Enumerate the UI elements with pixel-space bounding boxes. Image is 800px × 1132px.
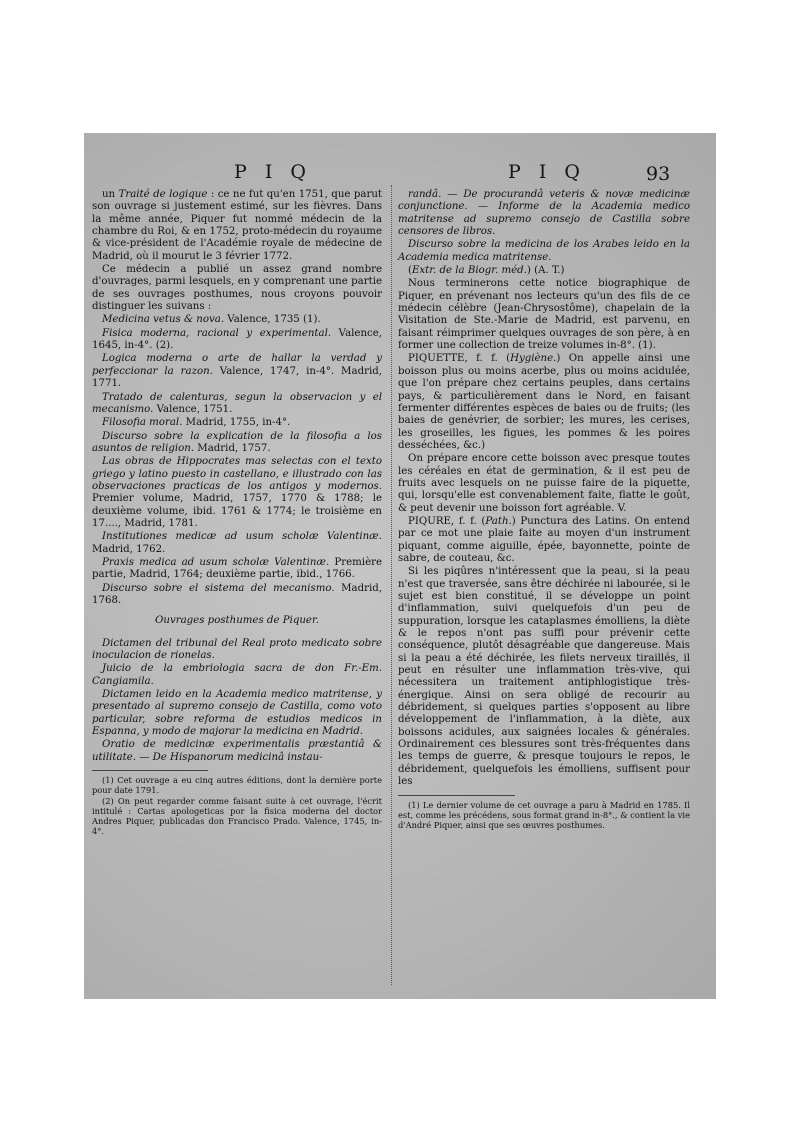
footnote-rule [92, 770, 208, 771]
paragraph [92, 189, 382, 263]
left-footnotes [92, 775, 382, 836]
paragraph [398, 189, 690, 238]
paragraph-post: Première partie, Madrid, 1764; deuxième partie, ibid., 1766. [92, 556, 382, 581]
paragraph [398, 566, 690, 788]
paragraph-post: Madrid, 1768. [92, 582, 382, 606]
paragraph-post: Madrid, 1755, in-4°. [182, 417, 291, 429]
paragraph-ital: Medicina vetus & nova. [102, 314, 225, 326]
paragraph [398, 239, 690, 264]
paragraph-ital: Discurso sobre la medicina de los Arabes leido en la Academia medica matritense. [398, 239, 690, 263]
left-column [92, 189, 382, 837]
paragraph [398, 278, 690, 352]
paragraph-post: Valence, 1751. [153, 403, 233, 415]
paragraph-pre: Ce médecin a publié un assez grand nombre d'ouvrages, parmi lesquels, en y comprenant une partie de ses ouvrages posthumes, nous croyons pouvoir distinguer les suivans : [92, 264, 382, 313]
paragraph-ital: Logica moderna o arte de hallar la verdad y perfeccionar la razon. [92, 353, 382, 377]
right-paragraphs [398, 189, 690, 789]
paragraph [92, 392, 382, 417]
paragraph [398, 453, 690, 515]
paragraph-post: Valence, 1735 (1). [224, 314, 321, 326]
paragraph-pre: On prépare encore cette boisson avec presque toutes les céréales en état de germination, & il est peu de fruits avec lesquels on ne puisse faire de la piquette, qui, lorsqu'elle est convenablement faite, flatte le goût, & peut devenir une boisson fort agréable. V. [398, 453, 690, 514]
page-number: 93 [646, 163, 671, 185]
column-divider [391, 185, 393, 985]
paragraph-ital: Extr. de la Biogr. méd. [411, 265, 527, 277]
left-paragraphs [92, 189, 382, 607]
paragraph-post: ) Punctura des Latins. On entend par ce mot une plaie faite au moyen d'un instrument piquant, comme aiguille, épée, bayonnette, pointe de sabre, de couteau, &c. [398, 515, 690, 564]
footnote: (1) Le dernier volume de cet ouvrage a paru à Madrid en 1785. Il est, comme les précédens, sous format grand in-8°., & contient la vie d'André Piquer, ainsi que ses œuvres posthumes. [398, 799, 690, 830]
paragraph-ital: Traité de logique [118, 189, 208, 200]
paragraph [398, 353, 690, 452]
paragraph [92, 314, 382, 326]
footnote-rule [398, 795, 515, 796]
paragraph-post: ) (A. T.) [526, 265, 565, 277]
paragraph [92, 531, 382, 556]
paragraph-post: : ce ne fut qu'en 1751, que parut son ouvrage si justement estimé, sur les fièvres. Dans la même année, Piquer fut nommé médecin de la chambre du Roi, & en 1752, proto-médecin du royaume & vice-président de l'Académie royale de médecine de Madrid, où il mourut le 3 février 1772. [92, 189, 382, 262]
paragraph-post: Valence, 1747, in-4°. Madrid, 1771. [92, 365, 382, 390]
posthumous-entry-ital: Dictamen leido en la Academia medico matritense, y presentado al supremo consejo de Castilla, como voto particular, sobre reforma de estudios medicos in Espanna, y modo de majorar la medicina en Madrid. [92, 689, 382, 738]
paragraph-ital: Institutiones medicæ ad usum scholæ Valentinæ. [102, 531, 382, 543]
running-header-right: P I Q [508, 161, 586, 183]
posthumous-entry [92, 739, 382, 764]
paragraph-pre: Si les piqûres n'intéressent que la peau, si la peau n'est que traversée, sans être déchirée ni labourée, si le sujet est bien constitué, il se développe un point d'inflammation, suivi quelquefois d'un peu de suppuration, lorsque les cataplasmes émolliens, la diète & le repos n'ont pas suffi pour prévenir cette conséquence, plutôt désagréable que dangereuse. Mais si la peau a été déchirée, les filets nerveux tiraillés, il peut en résulter une inflammation très-vive, qui nécessitera un traitement antiphlogistique très-énergique. Ainsi on sera obligé de recourir au débridement, si quelques parties s'opposent au libre développement de l'inflammation, à la diète, aux boissons acidules, aux saignées locales & générales. Ordinairement ces blessures sont très-fréquentes dans les temps de guerre, & presque toujours le repos, le débridement, quelquefois les émolliens, suffisent pour les [398, 566, 690, 788]
paragraph [92, 417, 382, 429]
paragraph-pre: PIQURE, f. f. ( [408, 515, 486, 527]
paragraph-ital: Fisica moderna, racional y experimental. [102, 327, 332, 339]
paragraph-pre: Nous terminerons cette notice biographique de Piquer, en prévenant nos lecteurs qu'un des fils de ce médecin célèbre (Jean-Chrysostôme), chapelain de la Visitation de Ste.-Marie de Madrid, est parvenu, en faisant réimprimer quelques ouvrages de son père, à en former une collection de treize volumes in-8°. (1). [398, 278, 690, 352]
running-header-left: P I Q [234, 161, 312, 183]
paragraph [92, 456, 382, 530]
paragraph-ital: Discurso sobre el sistema del mecanismo. [102, 582, 335, 594]
paragraph-ital: Tratado de calenturas, segun la observacion y el mecanismo. [92, 391, 382, 415]
posthumous-entry-ital: Juicio de la embriologia sacra de don Fr.-Em. Cangiamila. [92, 663, 382, 687]
posthumous-entry [92, 663, 382, 688]
paragraph-ital: Hygiène [510, 353, 554, 365]
posthumous-entry [92, 689, 382, 738]
footnote: (2) On peut regarder comme faisant suite à cet ouvrage, l'écrit intitulé : Cartas apologeticas por la fisica moderna del doctor Andres Piquer, publicadas don Francisco Prado. Valence, 1745, in-4°. [92, 796, 382, 837]
paragraph-ital: Filosofia moral. [102, 417, 183, 429]
paragraph [92, 328, 382, 353]
paragraph [92, 264, 382, 313]
paragraph-post: Premier volume, Madrid, 1757, 1770 & 1788; le deuxième volume, ibid. 1761 & 1774; le troisième en 17...., Madrid, 1781. [92, 493, 382, 529]
footnote: (1) Cet ouvrage a eu cinq autres éditions, dont la dernière porte pour date 1791. [92, 775, 382, 796]
posthumous-heading: Ouvrages posthumes de Piquer. [155, 615, 319, 627]
posthumous-entry-ital: Dictamen del tribunal del Real proto medicato sobre inoculacion de rionelas. [92, 637, 382, 662]
paragraph-pre: ( [408, 265, 412, 277]
paragraph-ital: Discurso sobre la explication de la filosofia a los asuntos de religion. [92, 430, 382, 454]
right-column [398, 189, 690, 831]
posthumous-entry [92, 638, 382, 663]
right-footnotes [398, 800, 690, 830]
paragraph-post: Madrid, 1762. [92, 543, 166, 555]
paragraph-post: Madrid, 1757. [194, 442, 271, 454]
paragraph-post: .) On appelle ainsi une boisson plus ou moins acerbe, plus ou moins acidulée, que l'on prépare chez certains peuples, dans certains pays, & particulièrement dans le Nord, en faisant fermenter différentes espèces de baies ou de fruits; (les baies de genévrier, de sorbier; les mures, les cerises, les groseilles, les figues, les pommes & les poires desséchées, &c.) [398, 353, 690, 451]
paragraph-post: Valence, 1645, in-4°. (2). [92, 327, 382, 352]
paragraph-ital: Las obras de Hippocrates mas selectas con el texto griego y latino puesto in castellano, e illustrado con las observaciones practicas de los antigos y modernos. [92, 456, 382, 492]
posthumous-entry-ital: Oratio de medicinæ experimentalis præstantiâ & utilitate. — De Hispanorum medicinâ instau- [92, 739, 382, 763]
paragraph-ital: randâ. — De procurandâ veteris & novæ medicinæ conjunctione. — Informe de la Academia medico matritense ad supremo consejo de Castilla sobre censores de libros. [398, 189, 690, 238]
paragraph-ital: Path. [485, 515, 512, 527]
paragraph [92, 583, 382, 608]
paragraph [92, 431, 382, 456]
paragraph [398, 516, 690, 565]
paragraph [92, 557, 382, 582]
scanned-page [84, 133, 716, 999]
paragraph [92, 353, 382, 390]
posthumous-list [92, 638, 382, 764]
paragraph-pre: un [102, 189, 119, 200]
paragraph [398, 265, 690, 277]
paragraph-ital: Praxis medica ad usum scholæ Valentinæ. [102, 556, 330, 568]
paragraph-pre: PIQUETTE, f. f. ( [408, 353, 511, 365]
